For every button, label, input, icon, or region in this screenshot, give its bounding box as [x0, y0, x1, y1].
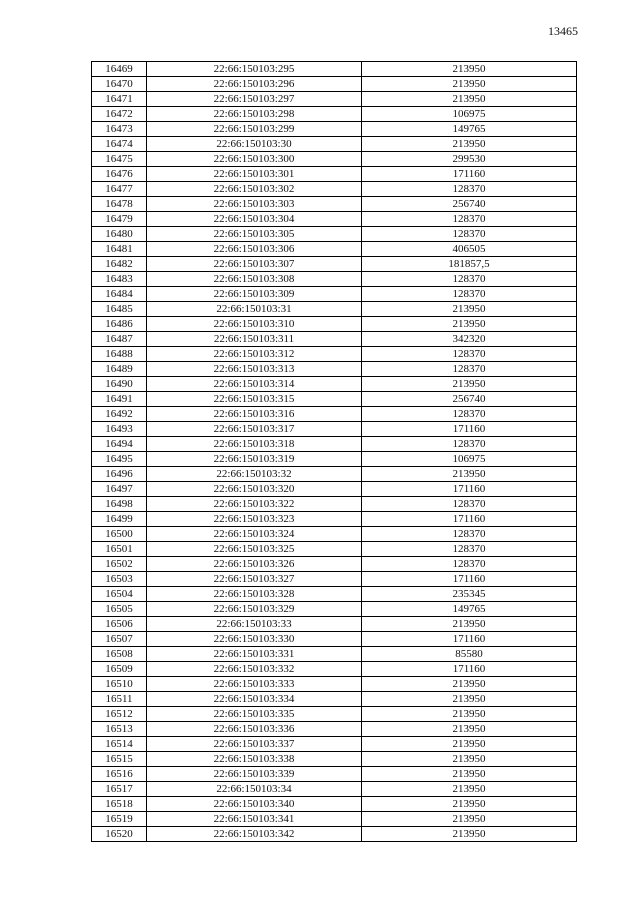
value-cell: 213950 [362, 722, 577, 737]
value-cell: 128370 [362, 287, 577, 302]
value-cell: 128370 [362, 362, 577, 377]
row-number-cell: 16492 [92, 407, 147, 422]
row-number-cell: 16478 [92, 197, 147, 212]
table-row [92, 692, 577, 707]
value-cell: 256740 [362, 392, 577, 407]
value-cell: 299530 [362, 152, 577, 167]
table-row [92, 767, 577, 782]
value-cell: 128370 [362, 542, 577, 557]
value-cell: 342320 [362, 332, 577, 347]
table-row [92, 167, 577, 182]
cadastral-number-cell: 22:66:150103:340 [147, 797, 362, 812]
cadastral-number-cell: 22:66:150103:301 [147, 167, 362, 182]
row-number-cell: 16481 [92, 242, 147, 257]
value-cell: 213950 [362, 797, 577, 812]
row-number-cell: 16516 [92, 767, 147, 782]
table-row [92, 437, 577, 452]
row-number-cell: 16495 [92, 452, 147, 467]
table-row [92, 632, 577, 647]
value-cell: 128370 [362, 527, 577, 542]
row-number-cell: 16509 [92, 662, 147, 677]
cadastral-number-cell: 22:66:150103:304 [147, 212, 362, 227]
cadastral-number-cell: 22:66:150103:317 [147, 422, 362, 437]
cadastral-number-cell: 22:66:150103:298 [147, 107, 362, 122]
row-number-cell: 16489 [92, 362, 147, 377]
row-number-cell: 16496 [92, 467, 147, 482]
cadastral-number-cell: 22:66:150103:331 [147, 647, 362, 662]
value-cell: 128370 [362, 272, 577, 287]
value-cell: 213950 [362, 782, 577, 797]
table-row [92, 332, 577, 347]
table-row [92, 347, 577, 362]
row-number-cell: 16511 [92, 692, 147, 707]
cadastral-number-cell: 22:66:150103:319 [147, 452, 362, 467]
row-number-cell: 16487 [92, 332, 147, 347]
table-row [92, 242, 577, 257]
row-number-cell: 16486 [92, 317, 147, 332]
table-row [92, 542, 577, 557]
row-number-cell: 16474 [92, 137, 147, 152]
value-cell: 128370 [362, 227, 577, 242]
row-number-cell: 16518 [92, 797, 147, 812]
table-row [92, 602, 577, 617]
value-cell: 213950 [362, 377, 577, 392]
row-number-cell: 16477 [92, 182, 147, 197]
table-row [92, 302, 577, 317]
value-cell: 256740 [362, 197, 577, 212]
cadastral-number-cell: 22:66:150103:339 [147, 767, 362, 782]
table-row [92, 722, 577, 737]
row-number-cell: 16510 [92, 677, 147, 692]
value-cell: 85580 [362, 647, 577, 662]
row-number-cell: 16504 [92, 587, 147, 602]
table-row [92, 272, 577, 287]
cadastral-number-cell: 22:66:150103:337 [147, 737, 362, 752]
row-number-cell: 16480 [92, 227, 147, 242]
row-number-cell: 16482 [92, 257, 147, 272]
cadastral-number-cell: 22:66:150103:299 [147, 122, 362, 137]
cadastral-number-cell: 22:66:150103:312 [147, 347, 362, 362]
cadastral-number-cell: 22:66:150103:338 [147, 752, 362, 767]
value-cell: 213950 [362, 317, 577, 332]
value-cell: 213950 [362, 707, 577, 722]
table-row [92, 107, 577, 122]
row-number-cell: 16499 [92, 512, 147, 527]
cadastral-number-cell: 22:66:150103:334 [147, 692, 362, 707]
cadastral-number-cell: 22:66:150103:325 [147, 542, 362, 557]
row-number-cell: 16491 [92, 392, 147, 407]
row-number-cell: 16519 [92, 812, 147, 827]
value-cell: 128370 [362, 212, 577, 227]
row-number-cell: 16484 [92, 287, 147, 302]
value-cell: 213950 [362, 92, 577, 107]
cadastral-number-cell: 22:66:150103:310 [147, 317, 362, 332]
row-number-cell: 16485 [92, 302, 147, 317]
table-row [92, 827, 577, 842]
table-row [92, 452, 577, 467]
cadastral-number-cell: 22:66:150103:333 [147, 677, 362, 692]
table-row [92, 737, 577, 752]
row-number-cell: 16513 [92, 722, 147, 737]
cadastral-number-cell: 22:66:150103:295 [147, 62, 362, 77]
cadastral-number-cell: 22:66:150103:330 [147, 632, 362, 647]
cadastral-number-cell: 22:66:150103:327 [147, 572, 362, 587]
value-cell: 128370 [362, 557, 577, 572]
cadastral-number-cell: 22:66:150103:32 [147, 467, 362, 482]
value-cell: 171160 [362, 512, 577, 527]
value-cell: 213950 [362, 812, 577, 827]
row-number-cell: 16501 [92, 542, 147, 557]
cadastral-value-table [91, 61, 577, 842]
table-row [92, 497, 577, 512]
cadastral-number-cell: 22:66:150103:311 [147, 332, 362, 347]
cadastral-number-cell: 22:66:150103:324 [147, 527, 362, 542]
table-row [92, 422, 577, 437]
cadastral-number-cell: 22:66:150103:315 [147, 392, 362, 407]
table-row [92, 287, 577, 302]
value-cell: 128370 [362, 182, 577, 197]
cadastral-number-cell: 22:66:150103:316 [147, 407, 362, 422]
value-cell: 213950 [362, 62, 577, 77]
table-row [92, 92, 577, 107]
row-number-cell: 16502 [92, 557, 147, 572]
row-number-cell: 16507 [92, 632, 147, 647]
cadastral-number-cell: 22:66:150103:300 [147, 152, 362, 167]
value-cell: 128370 [362, 347, 577, 362]
table-row [92, 677, 577, 692]
cadastral-number-cell: 22:66:150103:320 [147, 482, 362, 497]
row-number-cell: 16503 [92, 572, 147, 587]
cadastral-number-cell: 22:66:150103:305 [147, 227, 362, 242]
cadastral-number-cell: 22:66:150103:328 [147, 587, 362, 602]
cadastral-number-cell: 22:66:150103:326 [147, 557, 362, 572]
value-cell: 149765 [362, 602, 577, 617]
table-row [92, 182, 577, 197]
table-row [92, 512, 577, 527]
cadastral-number-cell: 22:66:150103:303 [147, 197, 362, 212]
value-cell: 106975 [362, 107, 577, 122]
table-row [92, 317, 577, 332]
table-row [92, 782, 577, 797]
table-row [92, 377, 577, 392]
table-row [92, 557, 577, 572]
row-number-cell: 16473 [92, 122, 147, 137]
table-row [92, 707, 577, 722]
cadastral-number-cell: 22:66:150103:335 [147, 707, 362, 722]
cadastral-number-cell: 22:66:150103:332 [147, 662, 362, 677]
value-cell: 213950 [362, 677, 577, 692]
table-row [92, 647, 577, 662]
cadastral-number-cell: 22:66:150103:306 [147, 242, 362, 257]
cadastral-number-cell: 22:66:150103:31 [147, 302, 362, 317]
row-number-cell: 16520 [92, 827, 147, 842]
value-cell: 181857,5 [362, 257, 577, 272]
value-cell: 171160 [362, 632, 577, 647]
row-number-cell: 16471 [92, 92, 147, 107]
value-cell: 171160 [362, 422, 577, 437]
value-cell: 106975 [362, 452, 577, 467]
table-row [92, 77, 577, 92]
table-row [92, 227, 577, 242]
row-number-cell: 16469 [92, 62, 147, 77]
table-row [92, 527, 577, 542]
cadastral-number-cell: 22:66:150103:313 [147, 362, 362, 377]
value-cell: 171160 [362, 662, 577, 677]
cadastral-number-cell: 22:66:150103:307 [147, 257, 362, 272]
cadastral-number-cell: 22:66:150103:308 [147, 272, 362, 287]
row-number-cell: 16490 [92, 377, 147, 392]
table-row [92, 137, 577, 152]
table-row [92, 62, 577, 77]
row-number-cell: 16479 [92, 212, 147, 227]
row-number-cell: 16472 [92, 107, 147, 122]
value-cell: 213950 [362, 692, 577, 707]
table-row [92, 212, 577, 227]
table-row [92, 362, 577, 377]
cadastral-number-cell: 22:66:150103:341 [147, 812, 362, 827]
cadastral-number-cell: 22:66:150103:297 [147, 92, 362, 107]
cadastral-number-cell: 22:66:150103:33 [147, 617, 362, 632]
table-row [92, 122, 577, 137]
value-cell: 213950 [362, 467, 577, 482]
table-row [92, 752, 577, 767]
table-row [92, 197, 577, 212]
table-row [92, 587, 577, 602]
value-cell: 128370 [362, 497, 577, 512]
value-cell: 171160 [362, 572, 577, 587]
table-row [92, 467, 577, 482]
cadastral-number-cell: 22:66:150103:296 [147, 77, 362, 92]
row-number-cell: 16508 [92, 647, 147, 662]
cadastral-number-cell: 22:66:150103:323 [147, 512, 362, 527]
value-cell: 213950 [362, 827, 577, 842]
row-number-cell: 16498 [92, 497, 147, 512]
value-cell: 213950 [362, 77, 577, 92]
row-number-cell: 16514 [92, 737, 147, 752]
value-cell: 213950 [362, 137, 577, 152]
row-number-cell: 16488 [92, 347, 147, 362]
table-row [92, 482, 577, 497]
value-cell: 171160 [362, 167, 577, 182]
row-number-cell: 16506 [92, 617, 147, 632]
row-number-cell: 16517 [92, 782, 147, 797]
data-table-container [91, 61, 577, 842]
row-number-cell: 16515 [92, 752, 147, 767]
cadastral-number-cell: 22:66:150103:34 [147, 782, 362, 797]
row-number-cell: 16512 [92, 707, 147, 722]
cadastral-number-cell: 22:66:150103:329 [147, 602, 362, 617]
cadastral-number-cell: 22:66:150103:318 [147, 437, 362, 452]
value-cell: 235345 [362, 587, 577, 602]
table-row [92, 407, 577, 422]
table-row [92, 257, 577, 272]
table-body [92, 62, 577, 842]
table-row [92, 572, 577, 587]
cadastral-number-cell: 22:66:150103:314 [147, 377, 362, 392]
table-row [92, 662, 577, 677]
row-number-cell: 16505 [92, 602, 147, 617]
value-cell: 213950 [362, 767, 577, 782]
table-row [92, 812, 577, 827]
row-number-cell: 16494 [92, 437, 147, 452]
value-cell: 213950 [362, 752, 577, 767]
table-row [92, 617, 577, 632]
table-row [92, 392, 577, 407]
row-number-cell: 16500 [92, 527, 147, 542]
table-row [92, 152, 577, 167]
cadastral-number-cell: 22:66:150103:342 [147, 827, 362, 842]
value-cell: 213950 [362, 737, 577, 752]
row-number-cell: 16476 [92, 167, 147, 182]
row-number-cell: 16470 [92, 77, 147, 92]
value-cell: 213950 [362, 617, 577, 632]
row-number-cell: 16483 [92, 272, 147, 287]
value-cell: 128370 [362, 437, 577, 452]
cadastral-number-cell: 22:66:150103:322 [147, 497, 362, 512]
cadastral-number-cell: 22:66:150103:336 [147, 722, 362, 737]
row-number-cell: 16497 [92, 482, 147, 497]
cadastral-number-cell: 22:66:150103:30 [147, 137, 362, 152]
value-cell: 128370 [362, 407, 577, 422]
table-row [92, 797, 577, 812]
value-cell: 171160 [362, 482, 577, 497]
value-cell: 213950 [362, 302, 577, 317]
value-cell: 406505 [362, 242, 577, 257]
cadastral-number-cell: 22:66:150103:302 [147, 182, 362, 197]
row-number-cell: 16475 [92, 152, 147, 167]
value-cell: 149765 [362, 122, 577, 137]
row-number-cell: 16493 [92, 422, 147, 437]
cadastral-number-cell: 22:66:150103:309 [147, 287, 362, 302]
page-number: 13465 [548, 24, 578, 38]
